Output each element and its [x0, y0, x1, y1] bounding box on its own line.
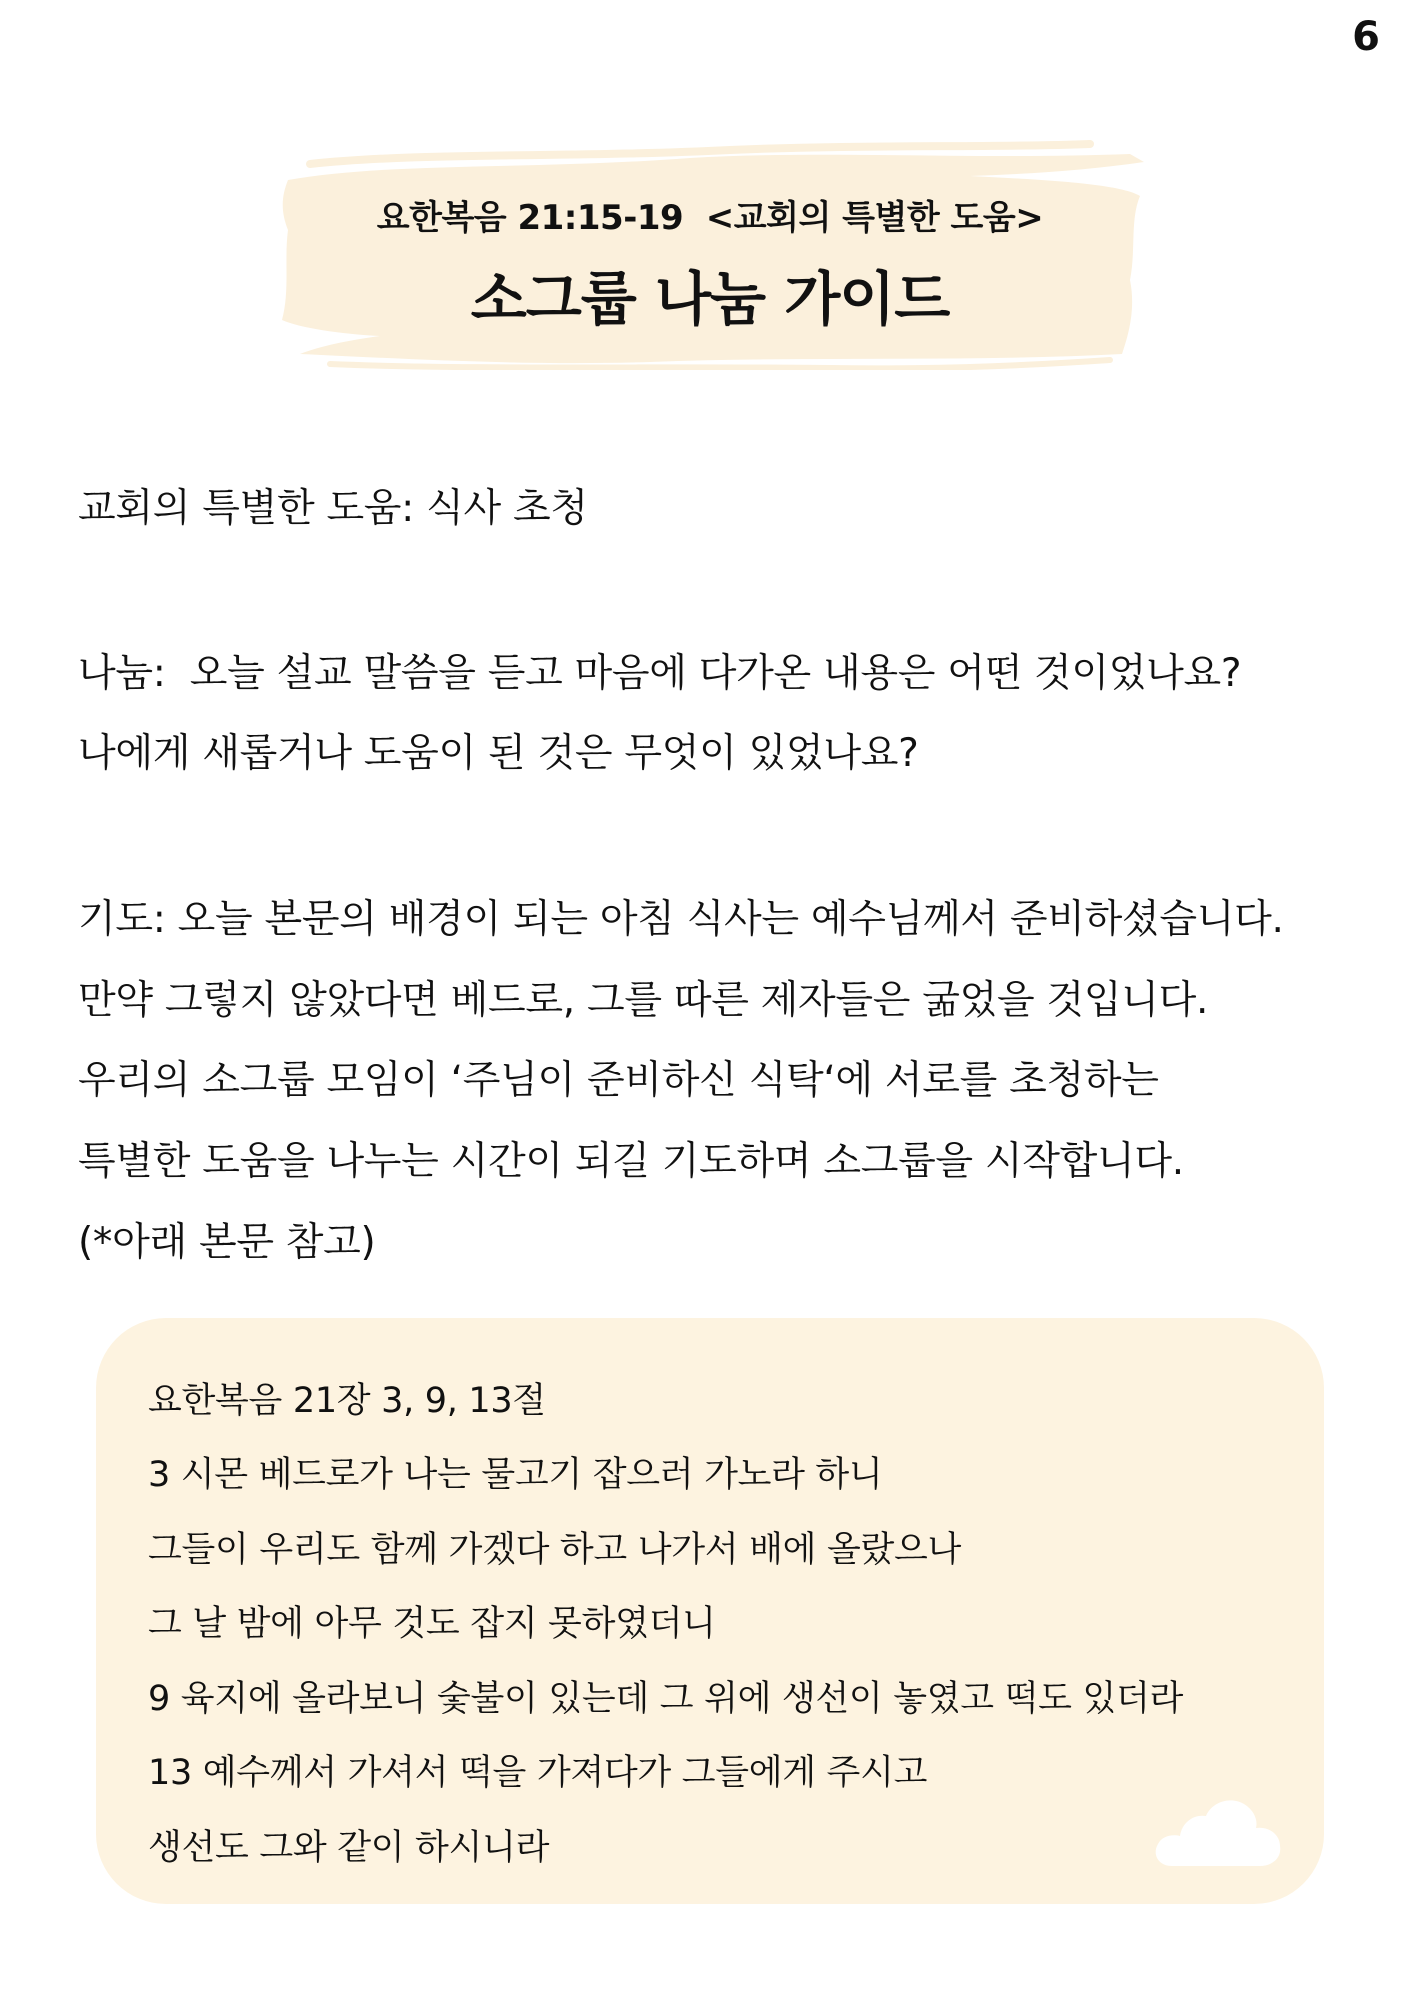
scripture-verse: 그들이 우리도 함께 가겠다 하고 나가서 배에 올랐으나: [148, 1530, 962, 1570]
scripture-verse: 9 육지에 올라보니 숯불이 있는데 그 위에 생선이 놓였고 떡도 있더라: [148, 1679, 1183, 1719]
scripture-verse: 13 예수께서 가셔서 떡을 가져다가 그들에게 주시고: [148, 1753, 928, 1793]
prayer-line: 특별한 도움을 나누는 시간이 되길 기도하며 소그룹을 시작합니다.: [78, 1139, 1184, 1184]
sharing-line: 나에게 새롭거나 도움이 된 것은 무엇이 있었나요?: [78, 731, 919, 776]
scripture-verse: 생선도 그와 같이 하시니라: [148, 1828, 550, 1868]
header-subtitle: 요한복음 21:15-19 <교회의 특별한 도움>: [376, 198, 1044, 238]
page-number: 6: [1352, 14, 1380, 60]
cloud-icon: [1150, 1788, 1290, 1878]
scripture-reference: 요한복음 21장 3, 9, 13절: [148, 1381, 546, 1421]
sharing-line: 나눔: 오늘 설교 말씀을 듣고 마음에 다가온 내용은 어떤 것이었나요?: [78, 651, 1242, 696]
prayer-line: 기도: 오늘 본문의 배경이 되는 아침 식사는 예수님께서 준비하셨습니다.: [78, 897, 1284, 942]
scripture-verse: 그 날 밤에 아무 것도 잡지 못하였더니: [148, 1604, 716, 1644]
topic-line: 교회의 특별한 도움: 식사 초청: [78, 486, 588, 531]
prayer-line: 만약 그렇지 않았다면 베드로, 그를 따른 제자들은 굶었을 것입니다.: [78, 978, 1209, 1023]
scripture-verse: 3 시몬 베드로가 나는 물고기 잡으러 가노라 하니: [148, 1455, 883, 1495]
page-title: 소그룹 나눔 가이드: [470, 265, 950, 333]
prayer-note: (*아래 본문 참고): [78, 1220, 376, 1265]
prayer-line: 우리의 소그룹 모임이 ‘주님이 준비하신 식탁‘에 서로를 초청하는: [78, 1058, 1159, 1103]
